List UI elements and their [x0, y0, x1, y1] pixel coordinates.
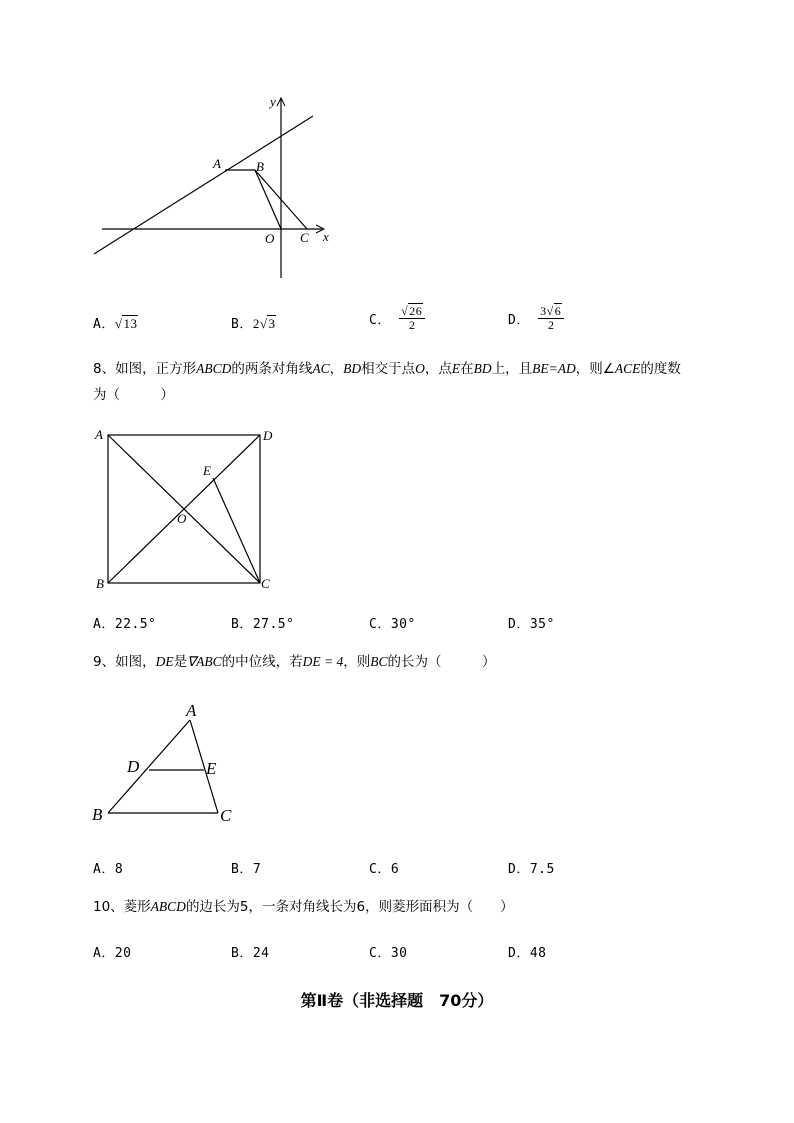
label-o: O: [177, 511, 187, 526]
fraction: $\frac{√26}{2}$: [399, 305, 425, 332]
q8-text: 8、如图，正方形ABCD的两条对角线AC，BD相交于点O，点E在BD上，且BE=AD，则∠ACE的度数 为（ ）: [93, 361, 681, 403]
label-a: A: [186, 701, 197, 720]
label-c: C: [300, 230, 309, 245]
q9-text: 9、如图，DE是∇ABC的中位线，若DE = 4，则BC的长为（ ）: [93, 654, 496, 670]
q10-text: 10、菱形ABCD的边长为5，一条对角线长为6，则菱形面积为（ ）: [93, 899, 514, 915]
q8-option-d[interactable]: D．35°: [508, 617, 555, 632]
label-b: B: [256, 159, 264, 174]
q9-option-a[interactable]: A．8: [93, 862, 124, 877]
q10-option-a[interactable]: A．20: [93, 946, 132, 961]
segment-ab: [108, 720, 190, 813]
line-l: [94, 116, 313, 254]
q7-option-b[interactable]: B．2√3: [231, 316, 276, 332]
label-b: B: [92, 805, 103, 824]
label-e: E: [206, 759, 217, 778]
q8-option-a[interactable]: A．22.5°: [93, 617, 157, 632]
label-a: A: [213, 156, 221, 171]
q7-option-c[interactable]: C． $\frac{√26}{2}$: [369, 305, 425, 332]
segment-bo: [255, 170, 281, 229]
q8-option-c[interactable]: C．30°: [369, 617, 416, 632]
q9-option-b[interactable]: B．7: [231, 862, 262, 877]
q7-option-a[interactable]: A．√13: [93, 316, 138, 332]
label-c: C: [220, 806, 232, 825]
label-b: B: [96, 576, 104, 591]
label-d: D: [263, 428, 273, 443]
label-e: E: [203, 463, 211, 478]
q7-figure: [90, 90, 350, 290]
fraction: $\frac{3√6}{2}$: [538, 305, 564, 332]
q9-option-d[interactable]: D．7.5: [508, 862, 555, 877]
q8-figure: [90, 425, 290, 595]
label-y: y: [270, 94, 276, 109]
label-d: D: [127, 757, 140, 776]
segment-ec: [213, 478, 260, 583]
q9-figure: [88, 698, 248, 830]
section-title: 第Ⅱ卷（非选择题 70分）: [300, 991, 494, 1010]
label-x: x: [323, 229, 329, 244]
q10-option-c[interactable]: C．30: [369, 946, 408, 961]
q8-option-b[interactable]: B．27.5°: [231, 617, 295, 632]
q10-option-d[interactable]: D．48: [508, 946, 547, 961]
q7-option-d[interactable]: D． $\frac{3√6}{2}$: [508, 305, 564, 332]
label-a: A: [95, 427, 103, 442]
q10-option-b[interactable]: B．24: [231, 946, 270, 961]
label-c: C: [261, 576, 270, 591]
q9-option-c[interactable]: C．6: [369, 862, 400, 877]
label-o: O: [265, 231, 275, 246]
